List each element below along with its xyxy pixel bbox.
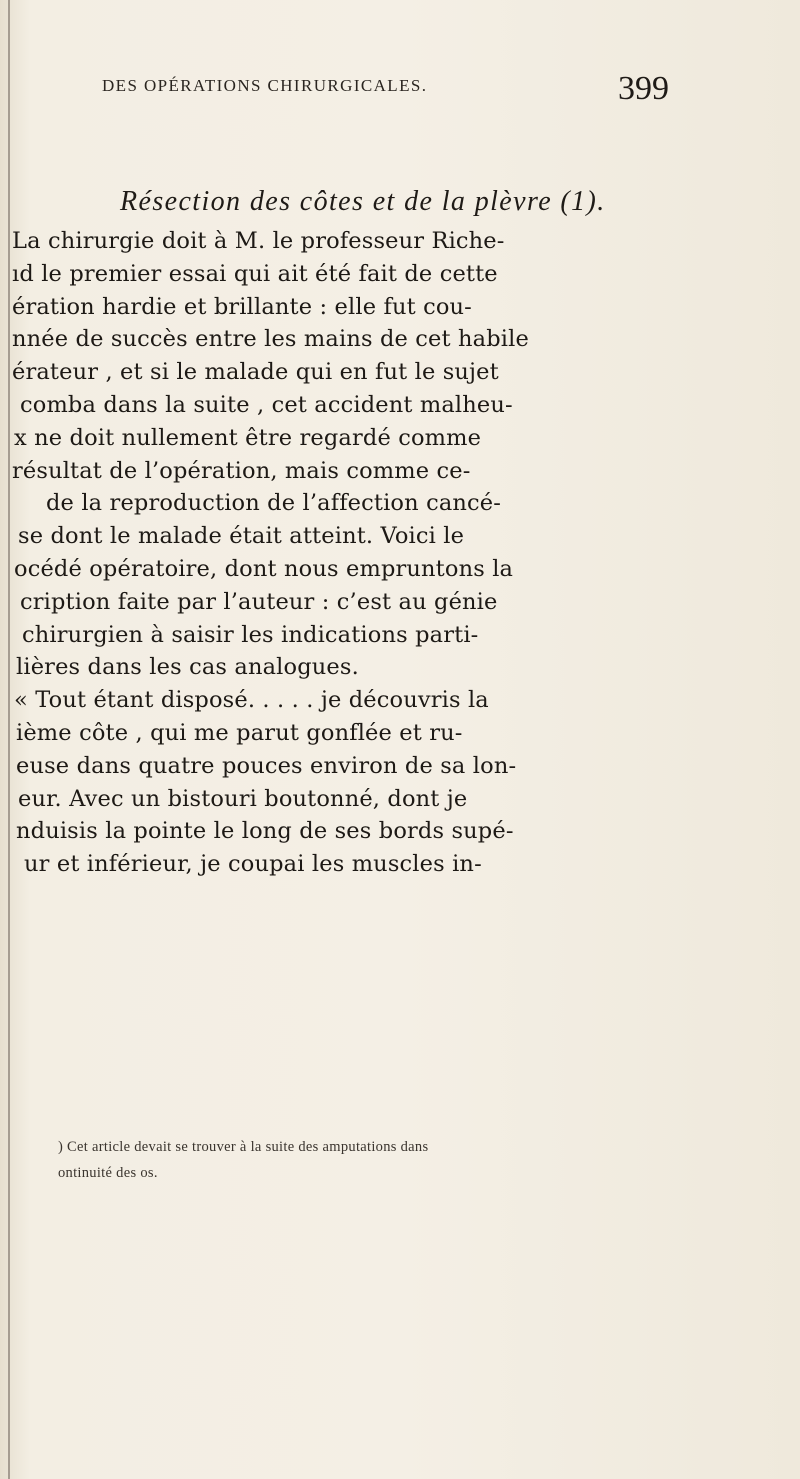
text-line: cription faite par l’auteur : c’est au génie [20, 588, 498, 615]
text-line: lières dans les cas analogues. [16, 654, 359, 681]
text-line: ur et inférieur, je coupai les muscles in- [24, 851, 482, 878]
body-paragraph [12, 225, 712, 881]
text-line: ıd le premier essai qui ait été fait de cette [12, 260, 498, 287]
page-gutter-edge [8, 0, 10, 1479]
text-line: chirurgien à saisir les indications parti- [22, 621, 479, 648]
text-line: nnée de succès entre les mains de cet habile [12, 326, 529, 353]
text-line: euse dans quatre pouces environ de sa lon- [16, 752, 517, 779]
text-line: comba dans la suite , cet accident malheu- [20, 391, 513, 418]
text-line: se dont le malade était atteint. Voici le [18, 523, 465, 550]
text-line: érateur , et si le malade qui en fut le sujet [12, 359, 499, 386]
page-number: 399 [618, 70, 669, 107]
running-header: DES OPÉRATIONS CHIRURGICALES. [102, 76, 428, 95]
text-line: x ne doit nullement être regardé comme [14, 424, 482, 451]
text-line: ération hardie et brillante : elle fut cou- [12, 293, 472, 320]
text-line: eur. Avec un bistouri boutonné, dont je [18, 785, 468, 812]
footnote-line: ontinuité des os. [58, 1165, 158, 1181]
text-line: de la reproduction de l’affection cancé- [46, 490, 501, 517]
footnote-line: ) Cet article devait se trouver à la suite des amputations dans [58, 1139, 429, 1155]
text-line: résultat de l’opération, mais comme ce- [12, 457, 471, 484]
text-line: La chirurgie doit à M. le professeur Riche- [12, 228, 505, 254]
text-line: ième côte , qui me parut gonflée et ru- [16, 719, 463, 746]
footnote [58, 1134, 738, 1186]
text-line: « Tout étant disposé. . . . . je découvris la [14, 687, 489, 714]
text-line: nduisis la pointe le long de ses bords supé- [16, 818, 514, 845]
text-line: océdé opératoire, dont nous empruntons la [14, 555, 514, 582]
section-title: Résection des côtes et de la plèvre (1). [120, 186, 606, 217]
